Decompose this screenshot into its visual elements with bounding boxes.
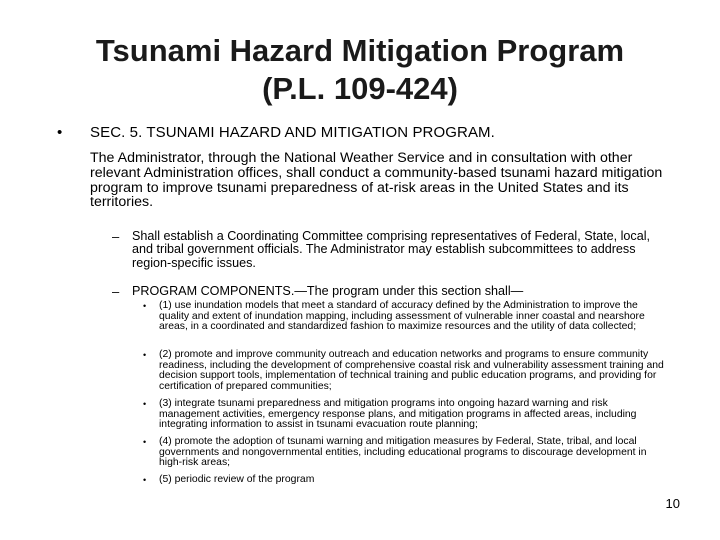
section-body: The Administrator, through the National Weather Service and in consultation with other relevant Administration offices, shall conduct a community-based tsunami hazard mitigation program to improve tsunami preparedness of at-risk areas in the United States and its territories.: [90, 150, 663, 211]
component-bullet: •: [143, 301, 147, 311]
bullet-marker: •: [57, 124, 63, 141]
section-heading: SEC. 5. TSUNAMI HAZARD AND MITIGATION PROGRAM.: [90, 124, 495, 141]
sub-item-components: PROGRAM COMPONENTS.—The program under this section shall—: [132, 284, 524, 298]
component-bullet: •: [143, 475, 147, 485]
component-item-5: (5) periodic review of the program: [159, 474, 315, 485]
sub-item-committee: Shall establish a Coordinating Committee comprising representatives of Federal, State, local, and tribal government officials. The Administrator may establish subcommittees to address region-specific issues.: [132, 229, 650, 270]
title-line-2: (P.L. 109-424): [262, 71, 458, 106]
component-item-4: (4) promote the adoption of tsunami warning and mitigation measures by Federal, State, tribal, and local governments and nongovernmental entities, including educational programs to discourage development in high-risk areas;: [159, 436, 647, 469]
slide-title: [40, 32, 680, 108]
component-item-3: (3) integrate tsunami preparedness and mitigation programs into ongoing hazard warning and risk management activities, emergency response plans, and mitigation programs in affected areas, including integrating information to assist in tsunami evacuation route planning;: [159, 398, 637, 431]
title-line-1: Tsunami Hazard Mitigation Program: [95, 33, 625, 68]
dash-marker: –: [112, 229, 120, 244]
component-bullet: •: [143, 399, 147, 409]
component-item-1: (1) use inundation models that meet a standard of accuracy defined by the Administration to improve the quality and extent of inundation mapping, including assessment of vulnerable inner coastal and nearshore areas, in a coordinated and standardized fashion to maximize resources and the utility of data collected;: [159, 300, 645, 333]
component-bullet: •: [143, 350, 147, 360]
component-item-2: (2) promote and improve community outreach and education networks and programs to ensure community readiness, including the development of comprehensive coastal risk and vulnerability assessment training and decision support tools, implementation of technical training and public education programs, and providing for certification of prepared communities;: [159, 349, 664, 393]
page-number: 10: [665, 496, 680, 511]
dash-marker: –: [112, 284, 120, 299]
component-bullet: •: [143, 437, 147, 447]
